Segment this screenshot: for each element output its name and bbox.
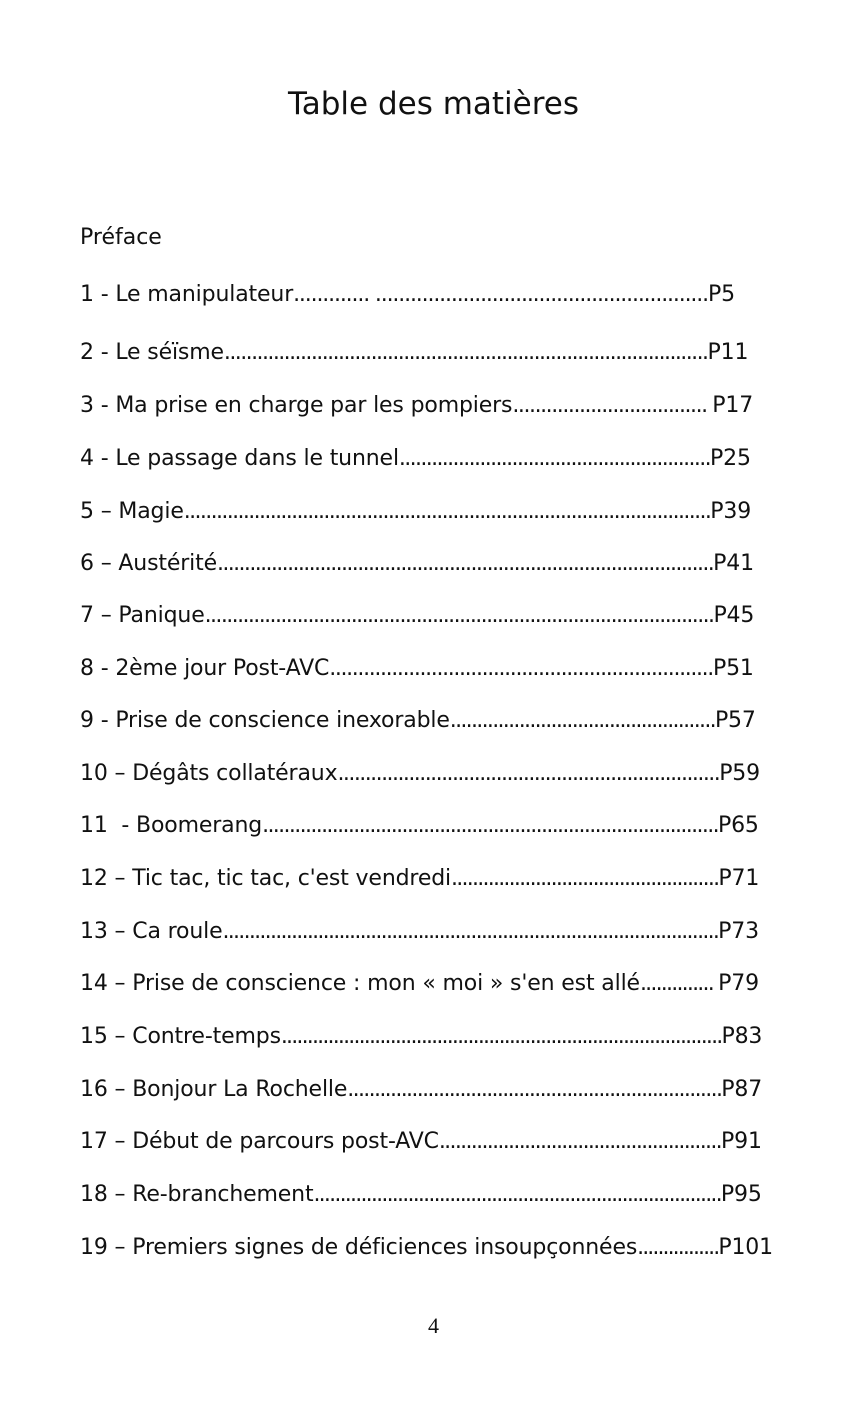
page-title: Table des matières (287, 86, 580, 122)
toc-dot-leader: ......................................................................................... (223, 340, 708, 365)
toc-entry-title: 8 - 2ème jour Post-AVC (80, 656, 330, 681)
toc-dot-leader: ................ (637, 1235, 719, 1260)
toc-entry (80, 969, 759, 999)
toc-dot-leader: .......................................................... (398, 446, 710, 471)
toc-entry (80, 706, 756, 736)
toc-entry (80, 549, 754, 579)
toc-entry (80, 601, 754, 631)
toc-dot-leader: ..................................................................................... (280, 1024, 722, 1049)
toc-dot-leader: .............................................................................................. (222, 919, 719, 944)
toc-dot-leader: .................................................................................................. (183, 499, 711, 524)
toc-dot-leader: ..................................................................................... (262, 813, 718, 838)
toc-entry (80, 1127, 762, 1157)
toc-entry-title: 13 – Ca roule (80, 919, 223, 944)
toc-entry (80, 1075, 762, 1105)
toc-entry (80, 444, 751, 474)
toc-entry (80, 759, 760, 789)
toc-entry (80, 1022, 762, 1052)
toc-entry (80, 497, 751, 527)
toc-page-ref: P41 (713, 551, 754, 576)
toc-page-ref: P51 (712, 656, 754, 681)
toc-page-ref: P87 (721, 1077, 763, 1102)
toc-page-ref: P5 (707, 282, 735, 307)
toc-dot-leader: ................................... (512, 393, 713, 418)
toc-dot-leader: ...................................................................... (337, 761, 720, 786)
toc-entry-title: 18 – Re-branchement (80, 1182, 314, 1207)
toc-dot-leader: ...................................................................... (347, 1077, 722, 1102)
toc-page-ref: P71 (718, 866, 760, 891)
toc-entry-title: 2 - Le séïsme (80, 340, 224, 365)
toc-page-ref: P83 (721, 1024, 763, 1049)
toc-entry-title: 6 – Austérité (80, 551, 217, 576)
preface-heading: Préface (80, 225, 162, 250)
toc-entry (80, 654, 754, 684)
toc-entry (80, 917, 759, 947)
toc-entry (80, 864, 759, 894)
page-number: 4 (428, 1313, 439, 1338)
toc-entry-title: 4 - Le passage dans le tunnel (80, 446, 399, 471)
toc-entry-title: 16 – Bonjour La Rochelle (80, 1077, 348, 1102)
toc-page-ref: P73 (718, 919, 759, 944)
toc-dot-leader: .............. (639, 971, 719, 996)
toc-entry (80, 338, 748, 368)
toc-entry-title: 17 – Début de parcours post-AVC (80, 1129, 439, 1154)
toc-page-ref: P17 (712, 393, 754, 418)
toc-entry-title: 12 – Tic tac, tic tac, c'est vendredi (80, 866, 451, 891)
toc-entry (80, 391, 753, 421)
toc-page-ref: P45 (713, 603, 755, 628)
toc-entry-title: 15 – Contre-temps (80, 1024, 281, 1049)
toc-entry-title: 19 – Premiers signes de déficiences insoupçonnées (80, 1235, 638, 1260)
toc-entry-title: 7 – Panique (80, 603, 205, 628)
toc-dot-leader: .................................................................... (329, 656, 713, 681)
toc-page-ref: P95 (720, 1182, 762, 1207)
toc-page-ref: P79 (718, 971, 759, 996)
toc-page-ref: P101 (718, 1235, 773, 1260)
toc-entry-title: 14 – Prise de conscience : mon « moi » s'en est allé (80, 971, 640, 996)
toc-dot-leader: .............................................................................. (313, 1182, 721, 1207)
toc-page-ref: P39 (710, 499, 752, 524)
toc-entry-title: 9 - Prise de conscience inexorable (80, 708, 450, 733)
toc-entry-title: 11 - Boomerang (80, 813, 263, 838)
toc-entry-title: 1 - Le manipulateur (80, 282, 294, 307)
toc-dot-leader: ..................................................... (438, 1129, 721, 1154)
toc-page-ref: P65 (717, 813, 759, 838)
toc-entry (80, 1233, 773, 1263)
toc-page-ref: P25 (709, 446, 751, 471)
toc-dot-leader: ............. ......................................................... (293, 282, 708, 307)
toc-dot-leader: ................................................... (451, 866, 719, 891)
toc-entry-title: 3 - Ma prise en charge par les pompiers (80, 393, 513, 418)
toc-dot-leader: .............................................................................................. (204, 603, 714, 628)
toc-page-ref: P91 (721, 1129, 762, 1154)
toc-entry-title: 10 – Dégâts collatéraux (80, 761, 338, 786)
toc-entry (80, 1180, 762, 1210)
toc-page-ref: P57 (714, 708, 756, 733)
toc-entry (80, 811, 759, 841)
toc-page-ref: P59 (719, 761, 760, 786)
toc-dot-leader: ............................................................................................ (216, 551, 714, 576)
toc-page-ref: P11 (707, 340, 749, 365)
toc-entry-title: 5 – Magie (80, 499, 184, 524)
toc-entry (80, 280, 735, 310)
toc-dot-leader: .................................................. (449, 708, 715, 733)
